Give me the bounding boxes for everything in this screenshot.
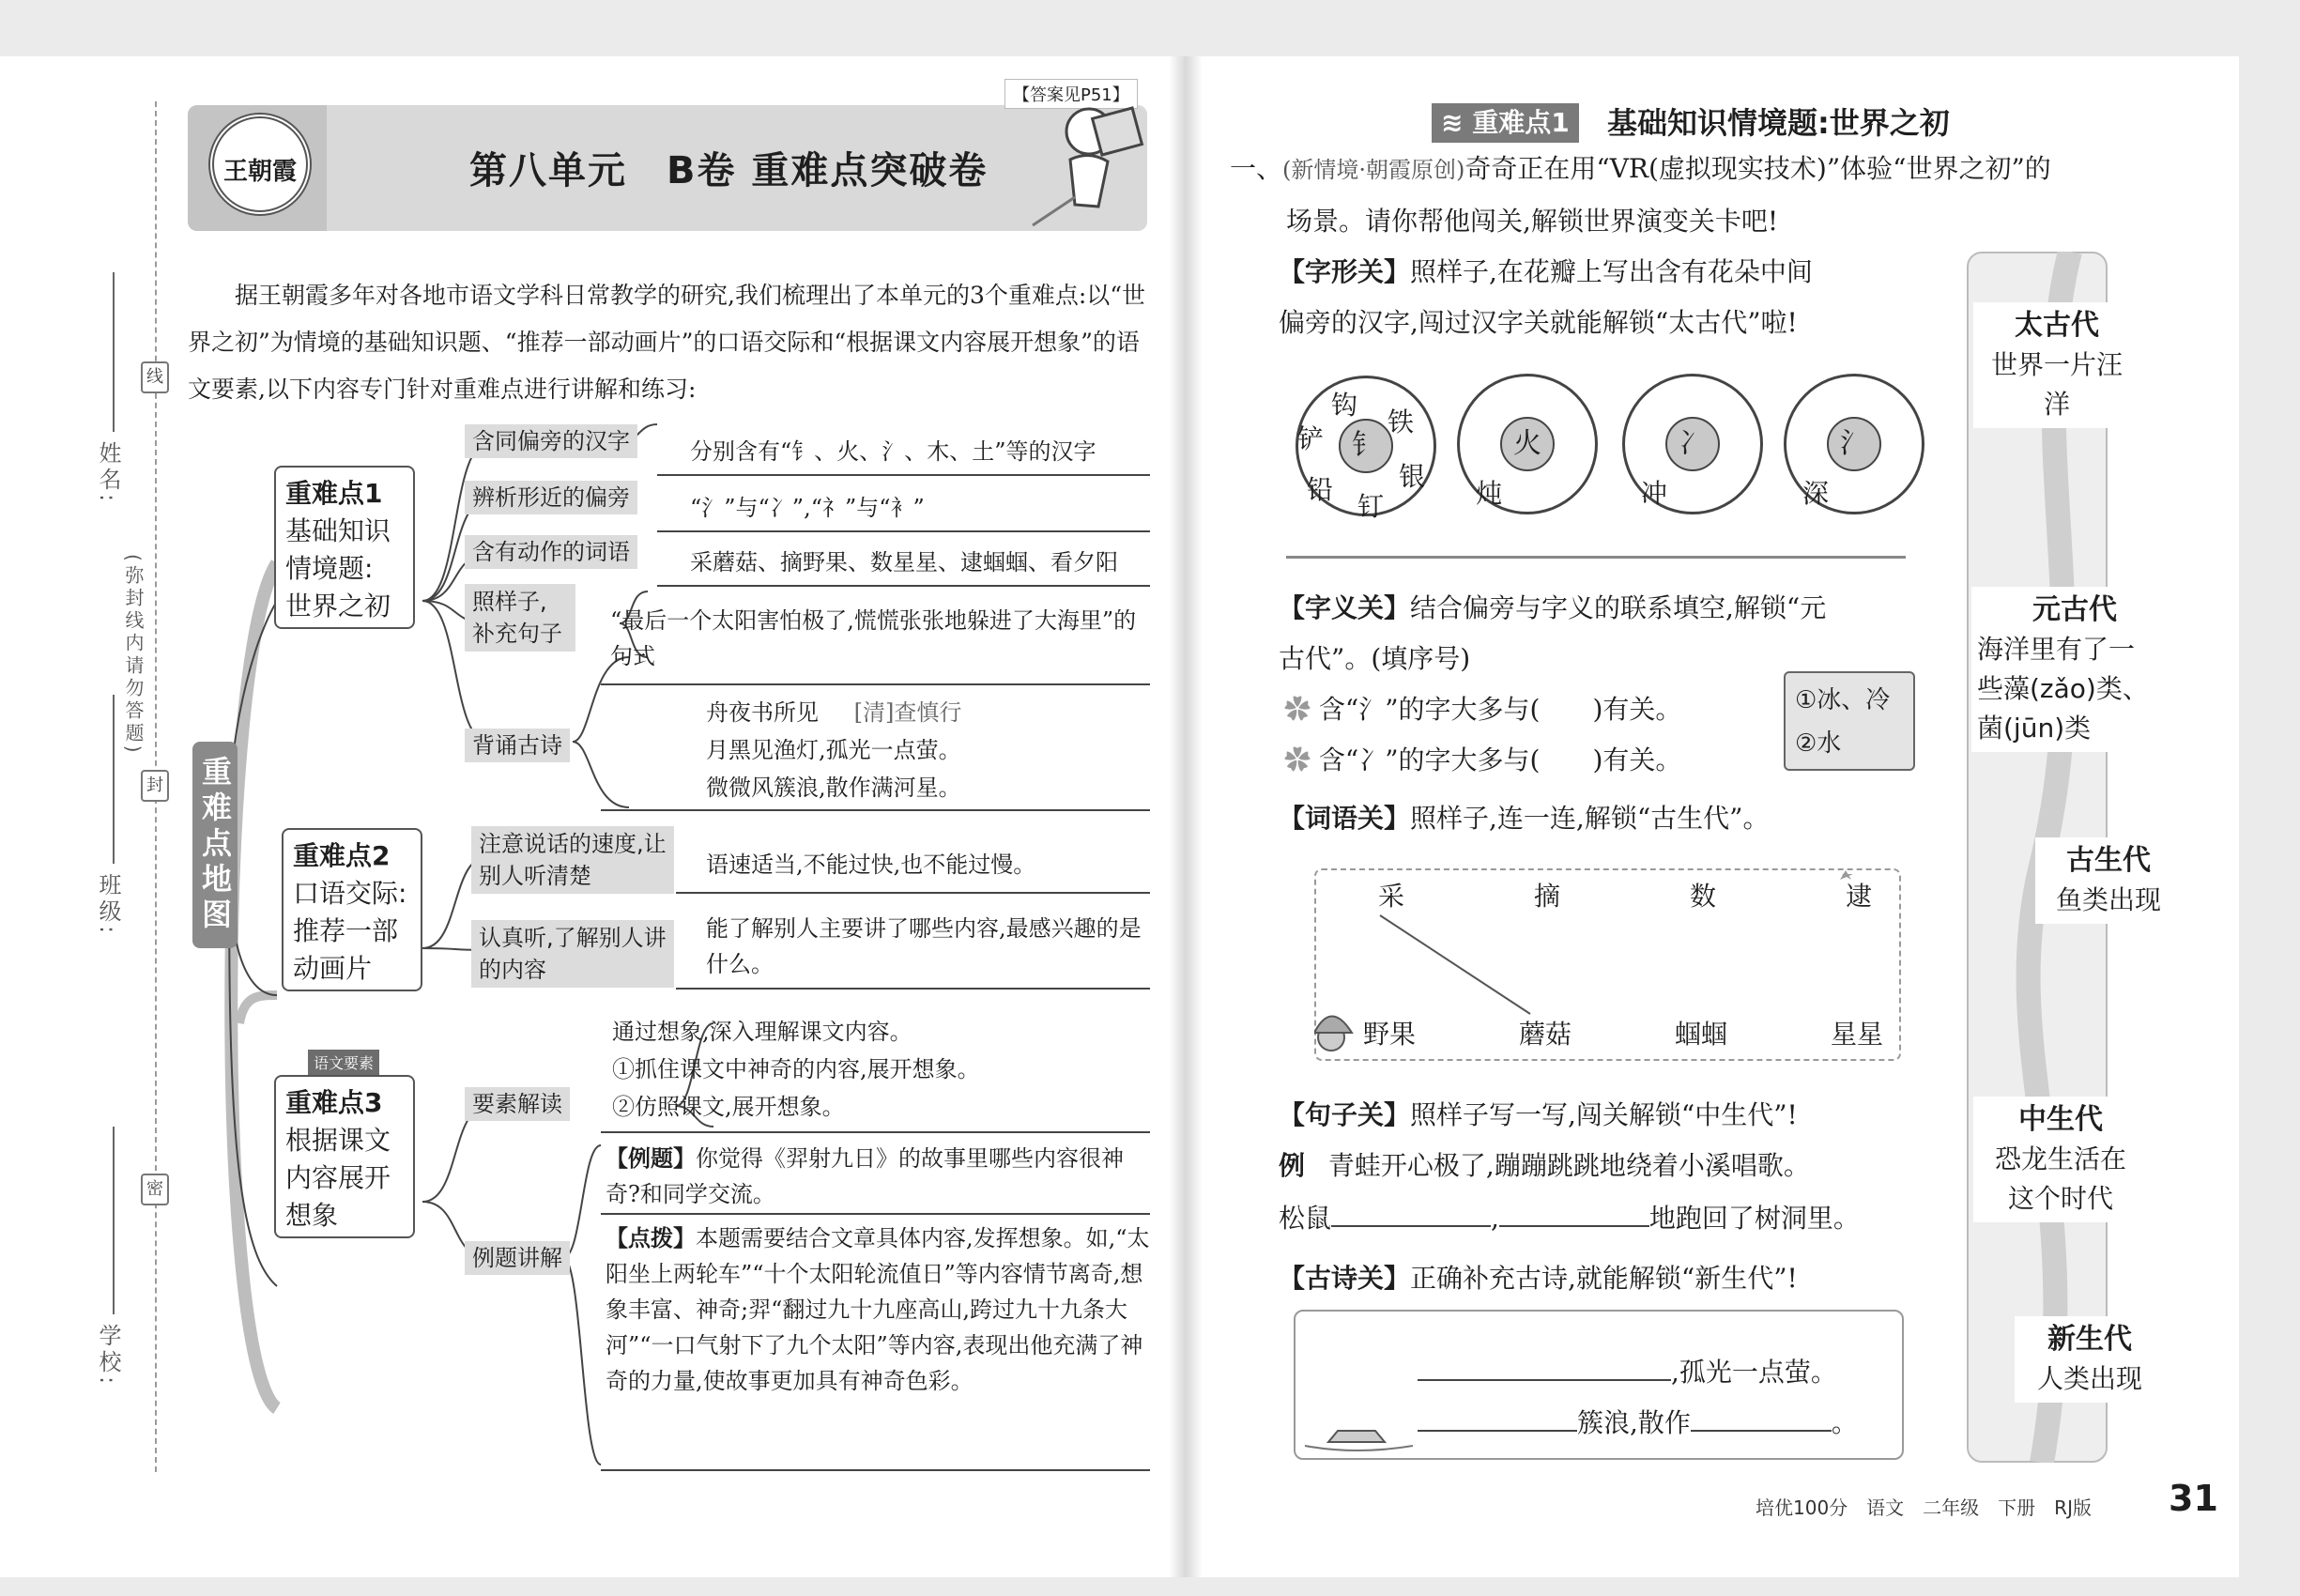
poem-line-1: 月黑见渔灯,孤光一点萤。 [706, 737, 961, 763]
leaf-underline [601, 1469, 1150, 1471]
meaning-options-box [1784, 671, 1915, 771]
key-point-3-line: 想象 [285, 1200, 339, 1231]
era-desc: 海洋里有了一 [1977, 634, 2136, 665]
kp3-interpretation-line: ①抓住课文中神奇的内容,展开想象。 [612, 1056, 980, 1082]
level-sentence-label: 【句子关】 [1279, 1099, 1411, 1130]
kp2-leaf-speaking-speed: 语速适当,不能过快,也不能过慢。 [706, 852, 1036, 878]
meaning-question-2 [1284, 742, 1681, 779]
brand-logo [208, 113, 312, 216]
sentence-blank-2[interactable] [1499, 1225, 1649, 1227]
key-point-2-line: 动画片 [293, 953, 373, 984]
era-name: 元古代 [2032, 593, 2117, 626]
flower-bullet-icon: ✿ [1284, 694, 1319, 725]
key-points-map-label: 重难点地图 [192, 742, 238, 948]
key-point-2-title: 重难点2 [293, 840, 391, 871]
petal-answer: 深 [1802, 478, 1830, 509]
leaf-underline [601, 1213, 1150, 1215]
flower-center-ice: 冫 [1665, 417, 1720, 471]
level-meaning-text-2: 古代”。(填序号) [1279, 643, 1471, 674]
level-words-text: 照样子,连一连,解锁“古生代”。 [1410, 803, 1770, 834]
poem-title-text: 舟夜书所见 [706, 699, 819, 726]
kp3-interpretation-line: ②仿照课文,展开想象。 [612, 1094, 845, 1120]
poem-blank-2[interactable] [1418, 1430, 1577, 1432]
key-point-1-box [274, 466, 415, 629]
poem-author: [清]查慎行 [853, 699, 962, 726]
key-point-1-title: 重难点1 [285, 478, 383, 509]
class-field[interactable] [113, 695, 115, 864]
match-noun[interactable]: 蘑菇 [1519, 1019, 1572, 1050]
sentence-fill-mid: , [1491, 1203, 1499, 1234]
match-verb[interactable]: 摘 [1534, 881, 1561, 912]
level-glyph-text-2: 偏旁的汉字,闯过汉字关就能解锁“太古代”啦! [1279, 307, 1798, 338]
poem-line-1-end: ,孤光一点萤。 [1671, 1357, 1837, 1388]
question-text-2: 场景。请你帮他闯关,解锁世界演变关卡吧! [1286, 206, 1779, 237]
petal-answer: 银 [1399, 461, 1426, 492]
level-meaning-row-1 [1279, 590, 1826, 627]
kp1-tag-similar-radicals: 辨析形近的偏旁 [465, 481, 637, 514]
era-desc: 人类出现 [2036, 1363, 2142, 1394]
school-field[interactable] [113, 1127, 115, 1314]
key-point-header-label: 重难点1 [1472, 107, 1570, 138]
petal-answer: 铅 [1307, 474, 1334, 505]
key-point-1-line: 基础知识 [285, 515, 391, 546]
level-glyph-text-1: 照样子,在花瓣上写出含有花朵中间 [1410, 256, 1813, 287]
era-desc: 鱼类出现 [2055, 884, 2161, 915]
match-verb[interactable]: 逮 [1846, 881, 1873, 912]
example-label: 【例题】 [606, 1145, 696, 1172]
example-marker: 例 [1279, 1150, 1306, 1181]
key-point-3-line: 内容展开 [285, 1162, 391, 1193]
petal-answer: 冲 [1641, 478, 1668, 509]
name-label: 姓名: [95, 441, 121, 506]
level-poem-label: 【古诗关】 [1279, 1263, 1411, 1294]
level-meaning-text-1: 结合偏旁与字义的联系填空,解锁“元 [1410, 592, 1827, 623]
poem-fill-line-2 [1418, 1404, 1858, 1442]
option-ice: ①冰、冷 [1795, 686, 1891, 714]
flower-center-water: 氵 [1827, 417, 1881, 471]
era-desc: 些藻(zǎo)类、 [1977, 673, 2149, 704]
kp2-tag-listen-carefully: 认真听,了解别人讲的内容 [471, 920, 674, 988]
level-sentence-text: 照样子写一写,闯关解锁“中生代”! [1410, 1099, 1798, 1130]
level-words-label: 【词语关】 [1279, 803, 1411, 834]
era-card-proterozoic [1971, 587, 2178, 752]
unit-title: 第八单元 B卷 重难点突破卷 [469, 149, 989, 192]
poem-line-2-end: 。 [1831, 1407, 1858, 1438]
flower-center-gold: 钅 [1339, 419, 1393, 473]
level-words-row [1279, 800, 1769, 837]
question-source: (新情境·朝霞原创) [1282, 157, 1465, 183]
kp1-tag-same-radical: 含同偏旁的汉字 [465, 424, 637, 458]
kp1-leaf-sentence-pattern: “最后一个太阳害怕极了,慌慌张张地躲进了大海里”的句式 [610, 607, 1137, 669]
match-verb[interactable]: 采 [1378, 881, 1405, 912]
kp2-leaf-listen-carefully: 能了解别人主要讲了哪些内容,最感兴趣的是什么。 [706, 915, 1142, 977]
match-noun[interactable]: 蝈蝈 [1675, 1019, 1728, 1050]
leaf-underline [601, 1131, 1150, 1133]
meaning-question-1 [1284, 691, 1681, 729]
key-point-3-title: 重难点3 [285, 1087, 383, 1118]
class-label: 班级: [95, 873, 121, 938]
question-text-1: 奇奇正在用“VR(虚拟现实技术)”体验“世界之初”的 [1464, 153, 2051, 184]
kp1-tag-action-words: 含有动作的词语 [465, 535, 637, 569]
poem-title [706, 695, 961, 730]
key-point-1-line: 世界之初 [285, 591, 391, 622]
level-poem-row [1279, 1260, 1798, 1297]
poem-blank-3[interactable] [1691, 1430, 1832, 1432]
seal-char-secret: 密 [141, 1174, 169, 1205]
kp1-leaf-action-words: 采蘑菇、摘野果、数星星、逮蝈蝈、看夕阳 [690, 549, 1118, 575]
era-card-cenozoic [2015, 1316, 2165, 1403]
petal-answer: 钉 [1357, 491, 1385, 522]
era-name: 古生代 [2066, 844, 2151, 877]
kp3-tag-example-explanation: 例题讲解 [465, 1241, 570, 1275]
key-point-2-box [282, 828, 422, 991]
kp1-leaf-same-radical: 分别含有“钅、火、氵、木、土”等的汉字 [690, 438, 1096, 465]
meaning-question-1-text[interactable]: 含“氵”的字大多与( )有关。 [1318, 694, 1682, 725]
era-desc: 恐龙生活在 [1994, 1143, 2126, 1174]
era-name: 中生代 [2018, 1103, 2103, 1136]
tip-label: 【点拨】 [606, 1225, 696, 1251]
leaf-underline [657, 585, 1150, 587]
poem-fill-line-1 [1418, 1354, 1837, 1391]
flower-bullet-icon: ✿ [1284, 744, 1319, 775]
level-sentence-row [1279, 1097, 1798, 1134]
level-poem-text: 正确补充古诗,就能解锁“新生代”! [1410, 1263, 1798, 1294]
meaning-question-2-text[interactable]: 含“冫”的字大多与( )有关。 [1318, 744, 1682, 775]
era-desc: 这个时代 [2007, 1183, 2113, 1214]
sentence-example-text: 青蛙开心极了,蹦蹦跳跳地绕着小溪唱歌。 [1327, 1150, 1810, 1181]
leaf-underline [657, 530, 1150, 532]
school-label: 学校: [95, 1324, 121, 1389]
poem-line-2: 微微风簇浪,散作满河星。 [706, 775, 961, 801]
poem-blank-1[interactable] [1418, 1379, 1671, 1381]
reading-kid-illustration [1023, 94, 1145, 231]
poem-line-2-mid: 簇浪,散作 [1577, 1407, 1691, 1438]
leaf-underline [601, 809, 1150, 811]
option-water: ②水 [1795, 729, 1842, 758]
era-desc: 世界一片汪洋 [1990, 349, 2123, 420]
level-glyph-row-1 [1279, 253, 1813, 291]
spine-shadow [1169, 56, 1203, 1577]
kp3-example [606, 1141, 1150, 1212]
leaf-underline [676, 988, 1150, 990]
leaf-underline [601, 683, 1150, 685]
boat-illustration [1300, 1408, 1432, 1455]
kp3-tip [606, 1220, 1150, 1399]
example-text: 你觉得《羿射九日》的故事里哪些内容很神奇?和同学交流。 [606, 1145, 1124, 1207]
match-noun[interactable]: 野果 [1363, 1019, 1417, 1050]
kp3-interpretation-line: 通过想象,深入理解课文内容。 [612, 1019, 912, 1045]
kp1-tag-sentence-pattern: 照样子,补充句子 [465, 584, 575, 652]
key-point-3-line: 根据课文 [285, 1125, 391, 1156]
key-point-1-line: 情境题: [285, 553, 374, 584]
leaf-underline [676, 892, 1150, 894]
era-card-mesozoic [1973, 1097, 2148, 1222]
leaf-underline [657, 474, 1150, 476]
flower-center-fire: 火 [1500, 417, 1555, 471]
kp2-tag-speaking-speed: 注意说话的速度,让别人听清楚 [471, 826, 674, 894]
key-point-3-box [274, 1075, 415, 1238]
era-card-archean [1973, 302, 2140, 428]
intro-paragraph: 据王朝霞多年对各地市语文学科日常教学的研究,我们梳理出了本单元的3个重难点:以“世界之初”为情境的基础知识题、“推荐一部动画片”的口语交际和“根据课文内容展开想象”的语文要素,以下内容专门针对重难点进行讲解和练习: [188, 282, 1146, 403]
question-intro [1230, 150, 2051, 189]
key-point-header-badge [1432, 103, 1579, 143]
sentence-blank-1[interactable] [1331, 1225, 1491, 1227]
era-desc: 菌(jūn)类 [1977, 713, 2092, 744]
seal-notice: (弥封线内请勿答题) [122, 554, 145, 757]
kp1-leaf-similar-radicals: “氵”与“冫”,“礻”与“衤” [690, 495, 925, 521]
match-verb[interactable]: 数 [1690, 881, 1717, 912]
seal-char-line: 线 [141, 361, 169, 393]
level-glyph-label: 【字形关】 [1279, 256, 1411, 287]
name-field[interactable] [113, 272, 115, 432]
petal-answer: 铲 [1297, 423, 1325, 454]
answer-reference[interactable]: 【答案见P51】 [1004, 79, 1138, 109]
match-noun[interactable]: 星星 [1831, 1019, 1884, 1050]
sentence-fill-start: 松鼠 [1279, 1203, 1332, 1234]
brand-logo-text: 王朝霞 [222, 158, 297, 186]
era-card-paleozoic [2035, 837, 2182, 924]
question-number: 一、 [1230, 153, 1283, 184]
literacy-element-badge: 语文要素 [308, 1050, 379, 1075]
waves-icon: ≋ [1441, 107, 1473, 138]
seal-char-seal: 封 [141, 770, 169, 802]
level-meaning-label: 【字义关】 [1279, 592, 1411, 623]
petal-answer: 铁 [1388, 407, 1415, 437]
key-point-2-line: 口语交际: [293, 878, 407, 909]
era-name: 新生代 [2047, 1323, 2132, 1356]
sentence-fill [1279, 1200, 1860, 1237]
tip-text: 本题需要结合文章具体内容,发挥想象。如,“太阳坐上两轮车”“十个太阳轮流值日”等内容情节离奇,想象丰富、神奇;羿“翻过九十九座高山,跨过九十九条大河”“一口气射下了九个太阳”等内容,表现出他充满了神奇的力量,使故事更加具有神奇色彩。 [606, 1225, 1150, 1394]
footer-book-info: 培优100分 语文 二年级 下册 RJ版 [1756, 1496, 2092, 1519]
petal-answer: 钩 [1331, 390, 1358, 421]
key-point-2-line: 推荐一部 [293, 915, 399, 946]
page-number: 31 [2169, 1478, 2218, 1519]
era-name: 太古代 [2015, 309, 2099, 342]
kp1-tag-recite-poem: 背诵古诗 [465, 729, 570, 762]
key-point-header-title: 基础知识情境题:世界之初 [1607, 105, 1950, 141]
sentence-fill-end: 地跑回了树洞里。 [1648, 1203, 1860, 1234]
kp3-tag-element-interpretation: 要素解读 [465, 1087, 570, 1121]
petal-answer: 炖 [1476, 478, 1503, 509]
sentence-example [1279, 1147, 1810, 1185]
